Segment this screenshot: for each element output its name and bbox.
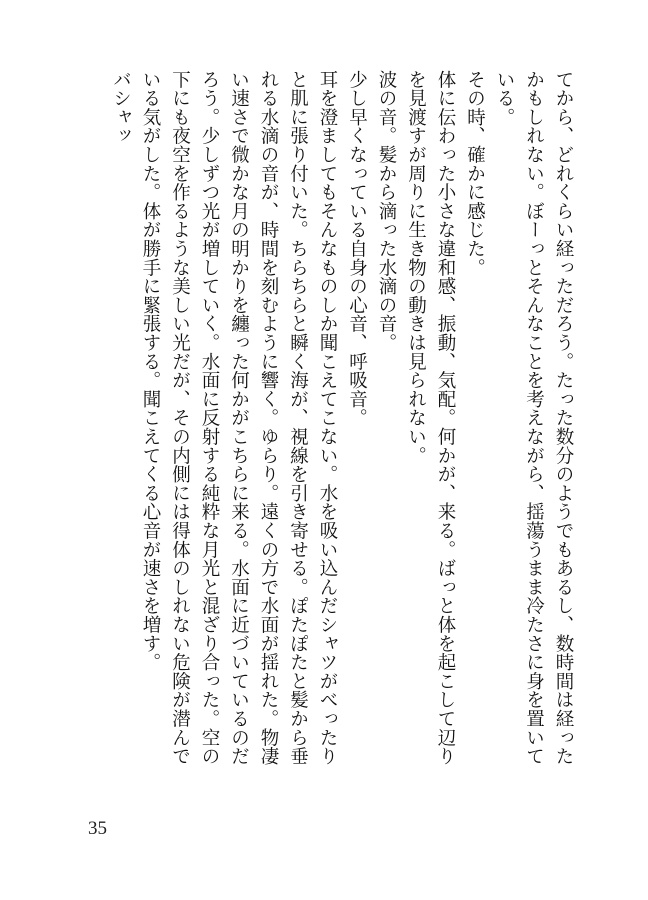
paragraph-1: てから、どれくらい経っただろう。たった数分のようでもあるし、数時間は経ったかもしれない。ぼーっとそんなことを考えながら、揺蕩うまま冷たさに身を置いている。 xyxy=(494,70,574,766)
paragraph-4: 波の音。髪から滴った水滴の音。 xyxy=(376,70,397,352)
paragraph-3: 体に伝わった小さな違和感、振動、気配。何かが、来る。ばっと体を起こして辺りを見渡すが周りに生き物の動きは見られない。 xyxy=(405,70,456,766)
paragraph-6: 耳を澄ましてもそんなものしか聞こえてこない。水を吸い込んだシャツがべったりと肌に張り付いた。ちらちらと瞬く海が、視線を引き寄せる。ぽたぽたと髪から垂れる水滴の音が、時間を刻むように響く。ゆらり。遠くの方で水面が揺れた。物凄い速さで微かな月の明かりを纏った何かがこちらに来る。水面に近づいているのだろう。少しずつ光が増していく。水面に反射する純粋な月光と混ざり合った。空の下にも夜空を作るような美しい光だが、その内側には得体のしれない危険が潜んでいる気がした。体が勝手に緊張する。聞こえてくる心音が速さを増す。 xyxy=(140,70,338,766)
vertical-text-body xyxy=(108,70,578,770)
page-number: 35 xyxy=(88,818,107,839)
paragraph-7: バシャッ xyxy=(110,70,132,146)
paragraph-5: 少し早くなっている自身の心音、呼吸音。 xyxy=(346,70,368,428)
paragraph-2: その時、確かに感じた。 xyxy=(464,70,486,277)
